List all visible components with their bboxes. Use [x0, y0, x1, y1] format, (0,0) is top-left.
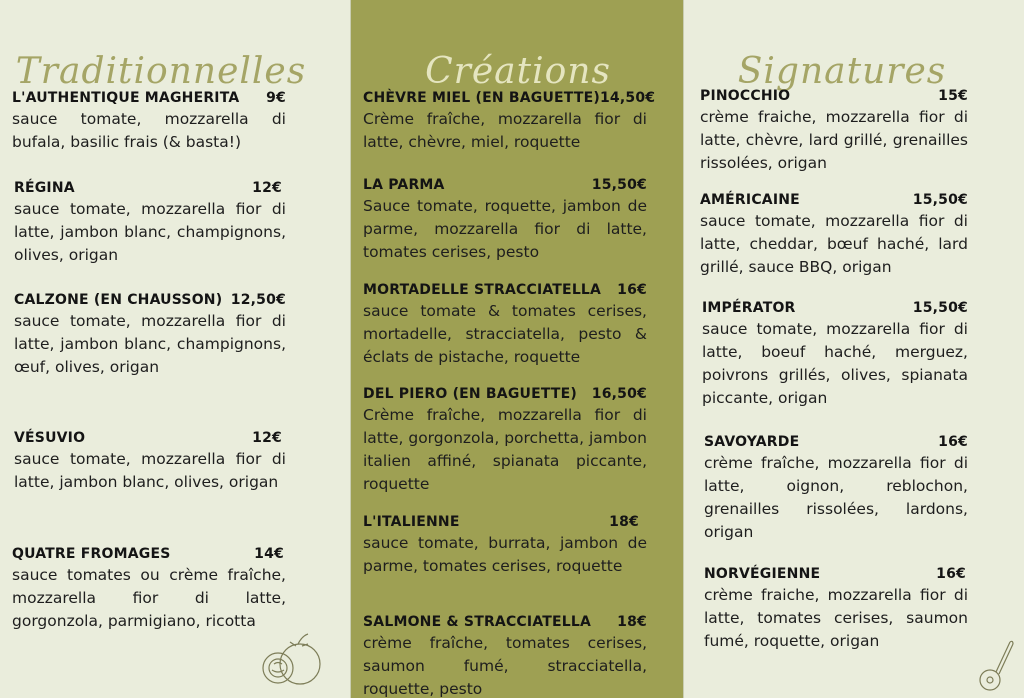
item-price: 18€: [609, 514, 639, 530]
menu-item: [363, 386, 647, 496]
item-name: NORVÉGIENNE: [704, 566, 821, 582]
item-description: crème fraîche, tomates cerises, saumon fumé, stracciatella, roquette, pesto: [363, 634, 647, 698]
item-price: 12€: [252, 430, 282, 446]
item-price: 15,50€: [912, 192, 968, 208]
column-traditionnelles: [0, 0, 350, 698]
item-description: crème fraiche, mozzarella fior di latte, tomates cerises, saumon fumé, roquette, origan: [704, 586, 968, 650]
heading-creations: Créations: [425, 51, 611, 93]
menu-item: [14, 430, 286, 494]
item-name: AMÉRICAINE: [700, 192, 800, 208]
item-description: sauce tomate & tomates cerises, mortadelle, stracciatella, pesto & éclats de pistache, roquette: [363, 302, 647, 366]
menu-item: [14, 292, 286, 379]
item-name: CALZONE (EN CHAUSSON): [14, 292, 223, 308]
item-description: crème fraiche, mozzarella fior di latte, chèvre, lard grillé, grenailles rissolées, origan: [700, 108, 968, 172]
item-name: VÉSUVIO: [14, 430, 86, 446]
menu-item: [363, 177, 647, 264]
item-description: sauce tomate, mozzarella fior di latte, cheddar, bœuf haché, lard grillé, sauce BBQ, origan: [700, 212, 968, 276]
menu-item: [12, 546, 286, 633]
item-description: sauce tomate, mozzarella fior di latte, jambon blanc, champignons, œuf, olives, origan: [14, 312, 286, 376]
menu-item: [363, 614, 647, 698]
item-name: LA PARMA: [363, 177, 445, 193]
column-signatures: [684, 0, 1024, 698]
menu-item: [702, 300, 968, 410]
item-price: 12,50€: [230, 292, 286, 308]
menu-item: [14, 180, 286, 267]
menu-item: [704, 566, 968, 653]
menu-item: [12, 90, 286, 154]
item-description: Sauce tomate, roquette, jambon de parme, mozzarella fior di latte, tomates cerises, pesto: [363, 197, 647, 261]
item-price: 18€: [617, 614, 647, 630]
menu-item: [363, 282, 647, 369]
item-price: 16€: [617, 282, 647, 298]
item-description: sauce tomate, mozzarella fior di latte, boeuf haché, merguez, poivrons grillés, olives, spianata piccante, origan: [702, 320, 968, 407]
item-description: sauce tomate, mozzarella fior di latte, jambon blanc, olives, origan: [14, 450, 286, 491]
item-price: 16,50€: [591, 386, 647, 402]
item-price: 12€: [252, 180, 282, 196]
item-name: L'AUTHENTIQUE MAGHERITA: [12, 90, 240, 106]
menu-item: [700, 88, 968, 175]
item-name: RÉGINA: [14, 180, 75, 196]
item-name: SALMONE & STRACCIATELLA: [363, 614, 592, 630]
item-name: SAVOYARDE: [704, 434, 800, 450]
item-price: 14,50€: [599, 90, 656, 106]
item-name: MORTADELLE STRACCIATELLA: [363, 282, 602, 298]
tomato-sketch-icon: [258, 630, 328, 690]
menu-item: [363, 90, 656, 154]
item-description: crème fraîche, mozzarella fior di latte, oignon, reblochon, grenailles rissolées, lardons, origan: [704, 454, 968, 541]
item-name: CHÈVRE MIEL (EN BAGUETTE): [363, 90, 600, 106]
item-name: DEL PIERO (EN BAGUETTE): [363, 386, 578, 402]
item-description: Crème fraîche, mozzarella fior di latte, gorgonzola, porchetta, jambon italien affiné, spianata piccante, roquette: [363, 406, 647, 493]
item-name: QUATRE FROMAGES: [12, 546, 171, 562]
item-price: 16€: [936, 566, 966, 582]
heading-traditionnelles: Traditionnelles: [15, 51, 307, 93]
column-creations: [350, 0, 684, 698]
menu-item: [704, 434, 968, 544]
item-description: sauce tomates ou crème fraîche, mozzarella fior di latte, gorgonzola, parmigiano, ricotta: [12, 566, 286, 630]
item-description: sauce tomate, mozzarella di bufala, basilic frais (& basta!): [12, 110, 286, 151]
item-name: L'ITALIENNE: [363, 514, 460, 530]
item-price: 9€: [266, 90, 286, 106]
menu-item: [363, 514, 647, 578]
item-description: Crème fraîche, mozzarella fior di latte, chèvre, miel, roquette: [363, 110, 647, 151]
item-name: IMPÉRATOR: [702, 300, 796, 316]
item-price: 15€: [938, 88, 968, 104]
pizza-cutter-sketch-icon: [976, 636, 1016, 694]
item-price: 16€: [938, 434, 968, 450]
heading-signatures: Signatures: [737, 51, 947, 93]
item-description: sauce tomate, burrata, jambon de parme, tomates cerises, roquette: [363, 534, 647, 575]
item-price: 15,50€: [591, 177, 647, 193]
item-name: PINOCCHIO: [700, 88, 791, 104]
menu-item: [700, 192, 968, 279]
item-description: sauce tomate, mozzarella fior di latte, jambon blanc, champignons, olives, origan: [14, 200, 286, 264]
item-price: 14€: [254, 546, 284, 562]
item-price: 15,50€: [912, 300, 968, 316]
